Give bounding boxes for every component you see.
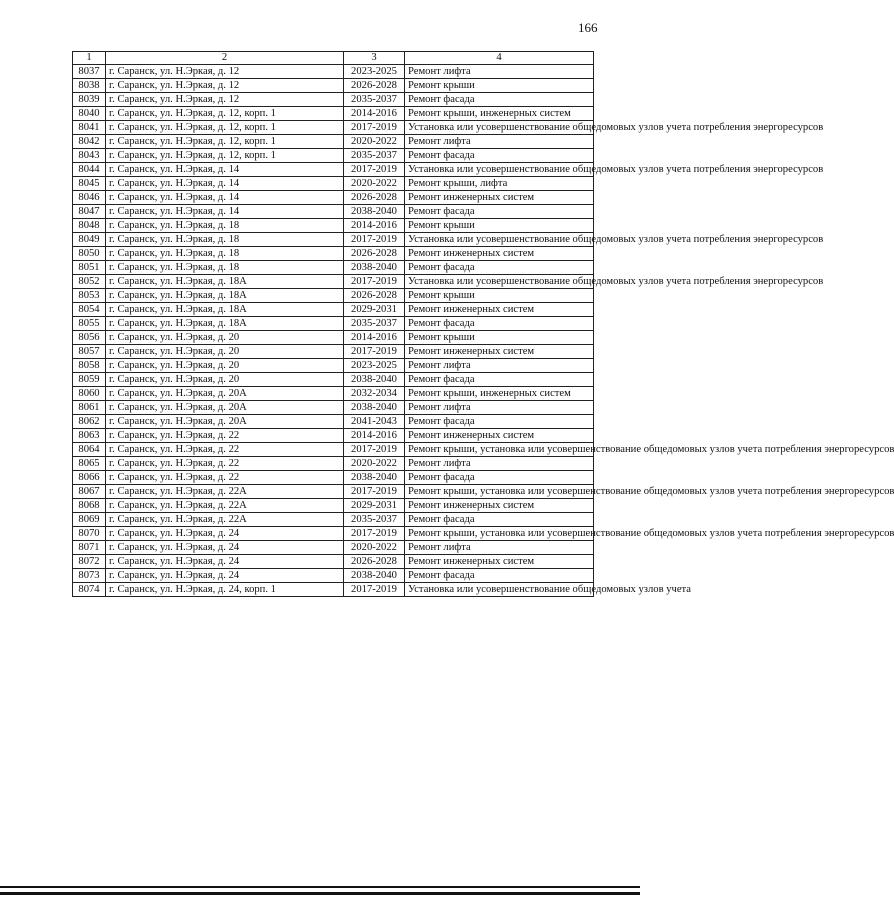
cell-number: 8057 <box>73 345 106 359</box>
table-row <box>73 345 594 359</box>
cell-years: 2014-2016 <box>344 219 405 233</box>
header-cell-num: 1 <box>73 52 106 65</box>
cell-address: г. Саранск, ул. Н.Эркая, д. 24 <box>106 541 344 555</box>
table-row <box>73 499 594 513</box>
cell-number: 8055 <box>73 317 106 331</box>
scan-edge-line <box>0 886 640 888</box>
table-row <box>73 247 594 261</box>
table-row <box>73 471 594 485</box>
table-row <box>73 107 594 121</box>
cell-number: 8045 <box>73 177 106 191</box>
cell-address: г. Саранск, ул. Н.Эркая, д. 18А <box>106 289 344 303</box>
cell-years: 2023-2025 <box>344 65 405 79</box>
cell-number: 8043 <box>73 149 106 163</box>
cell-years: 2026-2028 <box>344 247 405 261</box>
cell-work-type: Ремонт крыши, инженерных систем <box>405 387 594 401</box>
cell-number: 8042 <box>73 135 106 149</box>
cell-address: г. Саранск, ул. Н.Эркая, д. 20 <box>106 373 344 387</box>
cell-years: 2017-2019 <box>344 345 405 359</box>
cell-years: 2020-2022 <box>344 541 405 555</box>
cell-years: 2038-2040 <box>344 205 405 219</box>
cell-work-type: Установка или усовершенствование общедомовых узлов учета потребления энергоресурсов <box>405 121 594 135</box>
cell-work-type: Ремонт фасада <box>405 513 594 527</box>
header-cell-years: 3 <box>344 52 405 65</box>
cell-number: 8067 <box>73 485 106 499</box>
cell-number: 8062 <box>73 415 106 429</box>
cell-work-type: Ремонт лифта <box>405 401 594 415</box>
cell-number: 8056 <box>73 331 106 345</box>
cell-work-type: Ремонт фасада <box>405 569 594 583</box>
cell-years: 2014-2016 <box>344 331 405 345</box>
cell-work-type: Ремонт инженерных систем <box>405 345 594 359</box>
cell-work-type: Ремонт фасада <box>405 373 594 387</box>
table-row <box>73 555 594 569</box>
cell-years: 2035-2037 <box>344 93 405 107</box>
cell-work-type: Ремонт фасада <box>405 415 594 429</box>
cell-number: 8039 <box>73 93 106 107</box>
cell-number: 8063 <box>73 429 106 443</box>
header-row <box>73 52 594 65</box>
cell-number: 8048 <box>73 219 106 233</box>
cell-address: г. Саранск, ул. Н.Эркая, д. 18А <box>106 317 344 331</box>
table-row <box>73 275 594 289</box>
cell-address: г. Саранск, ул. Н.Эркая, д. 14 <box>106 163 344 177</box>
cell-work-type: Ремонт крыши <box>405 289 594 303</box>
cell-work-type: Ремонт фасада <box>405 261 594 275</box>
table-row <box>73 289 594 303</box>
table-row <box>73 135 594 149</box>
cell-number: 8051 <box>73 261 106 275</box>
cell-number: 8061 <box>73 401 106 415</box>
cell-number: 8059 <box>73 373 106 387</box>
cell-number: 8060 <box>73 387 106 401</box>
cell-years: 2038-2040 <box>344 401 405 415</box>
cell-work-type: Ремонт крыши, инженерных систем <box>405 107 594 121</box>
cell-years: 2017-2019 <box>344 275 405 289</box>
table-row <box>73 233 594 247</box>
cell-years: 2029-2031 <box>344 303 405 317</box>
cell-work-type: Установка или усовершенствование общедомовых узлов учета <box>405 583 594 597</box>
table-row <box>73 177 594 191</box>
cell-address: г. Саранск, ул. Н.Эркая, д. 12, корп. 1 <box>106 135 344 149</box>
cell-number: 8064 <box>73 443 106 457</box>
cell-years: 2026-2028 <box>344 79 405 93</box>
cell-years: 2035-2037 <box>344 149 405 163</box>
table-row <box>73 303 594 317</box>
cell-work-type: Установка или усовершенствование общедомовых узлов учета потребления энергоресурсов <box>405 233 594 247</box>
cell-address: г. Саранск, ул. Н.Эркая, д. 22А <box>106 499 344 513</box>
cell-address: г. Саранск, ул. Н.Эркая, д. 22 <box>106 429 344 443</box>
table-row <box>73 457 594 471</box>
cell-address: г. Саранск, ул. Н.Эркая, д. 14 <box>106 191 344 205</box>
table-row <box>73 373 594 387</box>
cell-address: г. Саранск, ул. Н.Эркая, д. 14 <box>106 177 344 191</box>
cell-number: 8038 <box>73 79 106 93</box>
cell-years: 2038-2040 <box>344 471 405 485</box>
cell-number: 8054 <box>73 303 106 317</box>
cell-address: г. Саранск, ул. Н.Эркая, д. 20А <box>106 387 344 401</box>
table-row <box>73 219 594 233</box>
cell-address: г. Саранск, ул. Н.Эркая, д. 20 <box>106 331 344 345</box>
cell-number: 8047 <box>73 205 106 219</box>
cell-years: 2035-2037 <box>344 513 405 527</box>
scan-edge-line <box>0 892 640 895</box>
cell-address: г. Саранск, ул. Н.Эркая, д. 18А <box>106 303 344 317</box>
table-row <box>73 65 594 79</box>
cell-years: 2023-2025 <box>344 359 405 373</box>
table-row <box>73 569 594 583</box>
page-number: 166 <box>578 20 598 35</box>
table-row <box>73 121 594 135</box>
cell-number: 8072 <box>73 555 106 569</box>
table-row <box>73 191 594 205</box>
cell-work-type: Ремонт инженерных систем <box>405 429 594 443</box>
cell-number: 8037 <box>73 65 106 79</box>
cell-address: г. Саранск, ул. Н.Эркая, д. 18 <box>106 247 344 261</box>
table-row <box>73 415 594 429</box>
table-row <box>73 527 594 541</box>
cell-number: 8041 <box>73 121 106 135</box>
cell-address: г. Саранск, ул. Н.Эркая, д. 20 <box>106 345 344 359</box>
repair-schedule-table <box>72 51 894 597</box>
table-row <box>73 443 594 457</box>
cell-work-type: Установка или усовершенствование общедомовых узлов учета потребления энергоресурсов <box>405 275 594 289</box>
cell-work-type: Ремонт фасада <box>405 317 594 331</box>
cell-years: 2017-2019 <box>344 583 405 597</box>
table-row <box>73 93 594 107</box>
cell-years: 2017-2019 <box>344 485 405 499</box>
cell-address: г. Саранск, ул. Н.Эркая, д. 22А <box>106 513 344 527</box>
cell-address: г. Саранск, ул. Н.Эркая, д. 24 <box>106 569 344 583</box>
cell-address: г. Саранск, ул. Н.Эркая, д. 20 <box>106 359 344 373</box>
cell-number: 8074 <box>73 583 106 597</box>
table-row <box>73 429 594 443</box>
cell-number: 8068 <box>73 499 106 513</box>
cell-number: 8073 <box>73 569 106 583</box>
cell-years: 2038-2040 <box>344 569 405 583</box>
cell-number: 8044 <box>73 163 106 177</box>
cell-work-type: Ремонт инженерных систем <box>405 555 594 569</box>
cell-work-type: Ремонт крыши, установка или усовершенствование общедомовых узлов учета потребления энергоресурсов <box>405 527 594 541</box>
cell-number: 8050 <box>73 247 106 261</box>
cell-address: г. Саранск, ул. Н.Эркая, д. 12 <box>106 93 344 107</box>
cell-years: 2020-2022 <box>344 135 405 149</box>
cell-years: 2017-2019 <box>344 527 405 541</box>
cell-address: г. Саранск, ул. Н.Эркая, д. 18 <box>106 233 344 247</box>
cell-address: г. Саранск, ул. Н.Эркая, д. 14 <box>106 205 344 219</box>
cell-address: г. Саранск, ул. Н.Эркая, д. 12 <box>106 65 344 79</box>
cell-work-type: Ремонт лифта <box>405 541 594 555</box>
cell-address: г. Саранск, ул. Н.Эркая, д. 12, корп. 1 <box>106 107 344 121</box>
cell-work-type: Ремонт инженерных систем <box>405 303 594 317</box>
cell-address: г. Саранск, ул. Н.Эркая, д. 24 <box>106 527 344 541</box>
cell-address: г. Саранск, ул. Н.Эркая, д. 18 <box>106 261 344 275</box>
cell-number: 8069 <box>73 513 106 527</box>
cell-years: 2017-2019 <box>344 443 405 457</box>
cell-address: г. Саранск, ул. Н.Эркая, д. 22 <box>106 457 344 471</box>
table-row <box>73 205 594 219</box>
cell-years: 2032-2034 <box>344 387 405 401</box>
cell-years: 2041-2043 <box>344 415 405 429</box>
cell-years: 2020-2022 <box>344 177 405 191</box>
cell-work-type: Ремонт крыши, установка или усовершенствование общедомовых узлов учета потребления энергоресурсов <box>405 485 594 499</box>
cell-work-type: Ремонт фасада <box>405 149 594 163</box>
cell-years: 2026-2028 <box>344 555 405 569</box>
cell-address: г. Саранск, ул. Н.Эркая, д. 12, корп. 1 <box>106 149 344 163</box>
cell-address: г. Саранск, ул. Н.Эркая, д. 12, корп. 1 <box>106 121 344 135</box>
cell-number: 8040 <box>73 107 106 121</box>
cell-number: 8066 <box>73 471 106 485</box>
table-row <box>73 261 594 275</box>
cell-work-type: Установка или усовершенствование общедомовых узлов учета потребления энергоресурсов <box>405 163 594 177</box>
cell-number: 8053 <box>73 289 106 303</box>
cell-years: 2026-2028 <box>344 289 405 303</box>
cell-address: г. Саранск, ул. Н.Эркая, д. 20А <box>106 401 344 415</box>
cell-number: 8058 <box>73 359 106 373</box>
table-row <box>73 387 594 401</box>
cell-address: г. Саранск, ул. Н.Эркая, д. 24, корп. 1 <box>106 583 344 597</box>
cell-number: 8070 <box>73 527 106 541</box>
table-row <box>73 79 594 93</box>
cell-work-type: Ремонт инженерных систем <box>405 191 594 205</box>
header-cell-address: 2 <box>106 52 344 65</box>
table-row <box>73 401 594 415</box>
table-row <box>73 163 594 177</box>
cell-work-type: Ремонт лифта <box>405 359 594 373</box>
table-row <box>73 583 594 597</box>
table-row <box>73 331 594 345</box>
cell-years: 2017-2019 <box>344 233 405 247</box>
cell-work-type: Ремонт крыши <box>405 79 594 93</box>
cell-number: 8071 <box>73 541 106 555</box>
table-row <box>73 485 594 499</box>
cell-years: 2014-2016 <box>344 107 405 121</box>
cell-address: г. Саранск, ул. Н.Эркая, д. 18А <box>106 275 344 289</box>
cell-years: 2035-2037 <box>344 317 405 331</box>
cell-address: г. Саранск, ул. Н.Эркая, д. 24 <box>106 555 344 569</box>
table-row <box>73 513 594 527</box>
header-cell-work: 4 <box>405 52 594 65</box>
cell-address: г. Саранск, ул. Н.Эркая, д. 20А <box>106 415 344 429</box>
cell-work-type: Ремонт крыши <box>405 219 594 233</box>
cell-work-type: Ремонт фасада <box>405 93 594 107</box>
cell-work-type: Ремонт крыши <box>405 331 594 345</box>
cell-address: г. Саранск, ул. Н.Эркая, д. 22А <box>106 485 344 499</box>
cell-work-type: Ремонт фасада <box>405 205 594 219</box>
cell-years: 2017-2019 <box>344 121 405 135</box>
cell-address: г. Саранск, ул. Н.Эркая, д. 12 <box>106 79 344 93</box>
cell-number: 8049 <box>73 233 106 247</box>
cell-number: 8046 <box>73 191 106 205</box>
table-row <box>73 149 594 163</box>
cell-work-type: Ремонт инженерных систем <box>405 247 594 261</box>
cell-work-type: Ремонт фасада <box>405 471 594 485</box>
cell-address: г. Саранск, ул. Н.Эркая, д. 22 <box>106 471 344 485</box>
cell-years: 2014-2016 <box>344 429 405 443</box>
cell-work-type: Ремонт инженерных систем <box>405 499 594 513</box>
cell-work-type: Ремонт лифта <box>405 457 594 471</box>
cell-years: 2017-2019 <box>344 163 405 177</box>
cell-number: 8052 <box>73 275 106 289</box>
table-row <box>73 541 594 555</box>
table-row <box>73 317 594 331</box>
cell-number: 8065 <box>73 457 106 471</box>
cell-work-type: Ремонт лифта <box>405 135 594 149</box>
cell-work-type: Ремонт крыши, установка или усовершенствование общедомовых узлов учета потребления энергоресурсов <box>405 443 594 457</box>
cell-years: 2038-2040 <box>344 261 405 275</box>
cell-address: г. Саранск, ул. Н.Эркая, д. 18 <box>106 219 344 233</box>
cell-years: 2038-2040 <box>344 373 405 387</box>
table-row <box>73 359 594 373</box>
cell-years: 2026-2028 <box>344 191 405 205</box>
cell-years: 2020-2022 <box>344 457 405 471</box>
cell-address: г. Саранск, ул. Н.Эркая, д. 22 <box>106 443 344 457</box>
cell-work-type: Ремонт лифта <box>405 65 594 79</box>
table-body <box>73 65 894 597</box>
cell-years: 2029-2031 <box>344 499 405 513</box>
cell-work-type: Ремонт крыши, лифта <box>405 177 594 191</box>
